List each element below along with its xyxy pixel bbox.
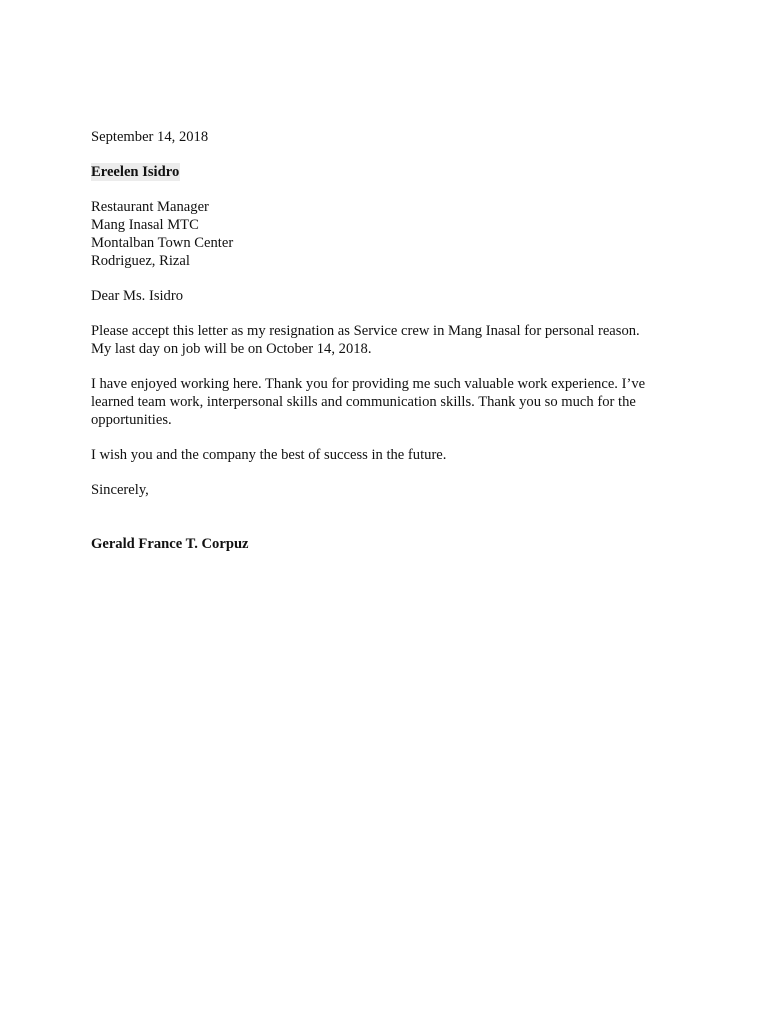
paragraph-line: learned team work, interpersonal skills and communication skills. Thank you so much for the — [91, 394, 636, 410]
body-paragraph-1 — [91, 322, 691, 358]
salutation: Dear Ms. Isidro — [91, 288, 184, 304]
recipient-name: Ereelen Isidro — [91, 164, 180, 180]
recipient-location: Montalban Town Center — [91, 235, 234, 251]
recipient-title: Restaurant Manager — [91, 199, 209, 215]
signature-name: Gerald France T. Corpuz — [91, 536, 249, 552]
body-paragraph-2 — [91, 375, 691, 429]
paragraph-line: opportunities. — [91, 412, 172, 428]
paragraph-line: Please accept this letter as my resignation as Service crew in Mang Inasal for personal reason. — [91, 323, 640, 339]
letter-date: September 14, 2018 — [91, 129, 209, 145]
paragraph-line: I wish you and the company the best of success in the future. — [91, 447, 447, 463]
recipient-address — [91, 198, 691, 270]
recipient-city: Rodriguez, Rizal — [91, 253, 190, 269]
paragraph-line: I have enjoyed working here. Thank you for providing me such valuable work experience. I’ve — [91, 376, 646, 392]
resignation-letter — [91, 128, 691, 553]
paragraph-line: My last day on job will be on October 14, 2018. — [91, 341, 372, 357]
recipient-company: Mang Inasal MTC — [91, 217, 199, 233]
body-paragraph-3 — [91, 446, 691, 464]
closing: Sincerely, — [91, 482, 149, 498]
